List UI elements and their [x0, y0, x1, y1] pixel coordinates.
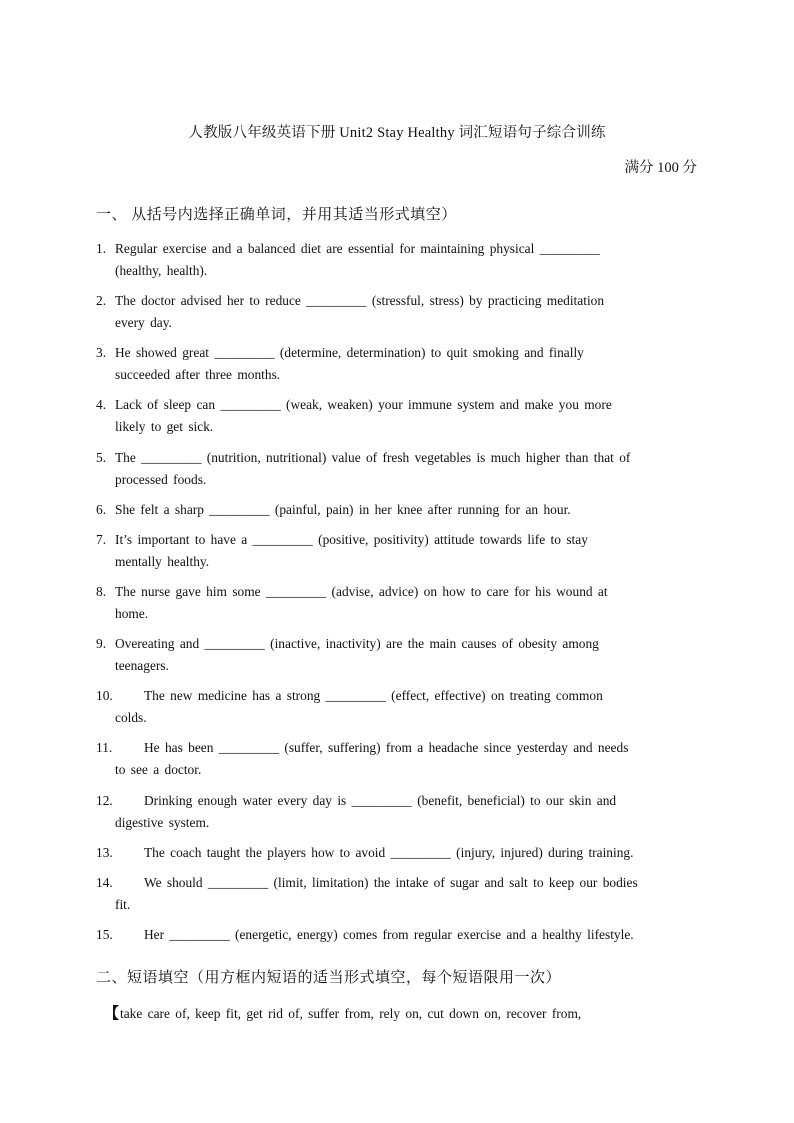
- phrase-box-bracket: 【: [104, 1006, 120, 1022]
- question-number: 14.: [96, 875, 113, 890]
- question-text-continued: teenagers.: [115, 658, 169, 673]
- question-text: The new medicine has a strong _________ (effect, effective) on treating common: [144, 688, 603, 703]
- question-number: 6.: [96, 502, 107, 517]
- phrase-list: take care of, keep fit, get rid of, suffer from, rely on, cut down on, recover from,: [120, 1006, 582, 1021]
- question-number: 1.: [96, 241, 107, 256]
- question-number: 13.: [96, 845, 113, 860]
- question-text-continued: fit.: [115, 897, 131, 912]
- question-item: [96, 737, 696, 781]
- question-text-continued: to see a doctor.: [115, 762, 202, 777]
- question-item: [96, 872, 696, 916]
- section-1-heading: 一、 从括号内选择正确单词，并用其适当形式填空）: [96, 207, 457, 223]
- question-item: [96, 238, 696, 282]
- question-text-continued: succeeded after three months.: [115, 367, 281, 382]
- question-text: We should _________ (limit, limitation) the intake of sugar and salt to keep our bodies: [144, 875, 638, 890]
- question-item: [96, 790, 696, 834]
- question-text: He showed great _________ (determine, determination) to quit smoking and finally: [115, 345, 584, 360]
- question-item: [96, 633, 696, 677]
- question-text-continued: processed foods.: [115, 472, 207, 487]
- question-text-continued: mentally healthy.: [115, 554, 210, 569]
- question-text: Her _________ (energetic, energy) comes from regular exercise and a healthy lifestyle.: [144, 927, 634, 942]
- question-item: [96, 342, 696, 386]
- question-item: [96, 924, 696, 946]
- question-text: Regular exercise and a balanced diet are essential for maintaining physical _________: [115, 241, 600, 256]
- question-number: 15.: [96, 927, 113, 942]
- question-number: 4.: [96, 397, 107, 412]
- question-text: Drinking enough water every day is _________ (benefit, beneficial) to our skin and: [144, 793, 617, 808]
- question-item: [96, 394, 696, 438]
- question-text-continued: every day.: [115, 315, 172, 330]
- question-item: [96, 529, 696, 573]
- question-item: [96, 447, 696, 491]
- question-item: [96, 685, 696, 729]
- question-text: Overeating and _________ (inactive, inactivity) are the main causes of obesity among: [115, 636, 599, 651]
- question-text-continued: likely to get sick.: [115, 419, 214, 434]
- question-text: She felt a sharp _________ (painful, pain) in her knee after running for an hour.: [115, 502, 571, 517]
- question-text: The doctor advised her to reduce _________ (stressful, stress) by practicing meditation: [115, 293, 605, 308]
- question-number: 9.: [96, 636, 107, 651]
- question-text: The nurse gave him some _________ (advise, advice) on how to care for his wound at: [115, 584, 608, 599]
- question-text: The _________ (nutrition, nutritional) value of fresh vegetables is much higher than that of: [115, 450, 631, 465]
- question-text: The coach taught the players how to avoid _________ (injury, injured) during training.: [144, 845, 634, 860]
- question-item: [96, 290, 696, 334]
- phrase-box: [104, 1002, 581, 1023]
- question-number: 12.: [96, 793, 113, 808]
- question-item: [96, 499, 696, 521]
- document-title: 人教版八年级英语下册 Unit2 Stay Healthy 词汇短语句子综合训练: [188, 125, 606, 141]
- question-number: 8.: [96, 584, 107, 599]
- question-text: He has been _________ (suffer, suffering) from a headache since yesterday and needs: [144, 740, 629, 755]
- question-text: It’s important to have a _________ (positive, positivity) attitude towards life to stay: [115, 532, 588, 547]
- question-number: 10.: [96, 688, 113, 703]
- question-text: Lack of sleep can _________ (weak, weaken) your immune system and make you more: [115, 397, 612, 412]
- question-number: 11.: [96, 740, 113, 755]
- question-text-continued: home.: [115, 606, 149, 621]
- question-item: [96, 842, 696, 864]
- question-number: 5.: [96, 450, 107, 465]
- question-number: 7.: [96, 532, 107, 547]
- question-number: 3.: [96, 345, 107, 360]
- question-text-continued: (healthy, health).: [115, 263, 208, 278]
- question-text-continued: digestive system.: [115, 815, 210, 830]
- question-number: 2.: [96, 293, 107, 308]
- question-item: [96, 581, 696, 625]
- question-text-continued: colds.: [115, 710, 147, 725]
- section-2-heading: 二、短语填空（用方框内短语的适当形式填空，每个短语限用一次）: [96, 970, 562, 986]
- full-score: 满分 100 分: [624, 160, 697, 176]
